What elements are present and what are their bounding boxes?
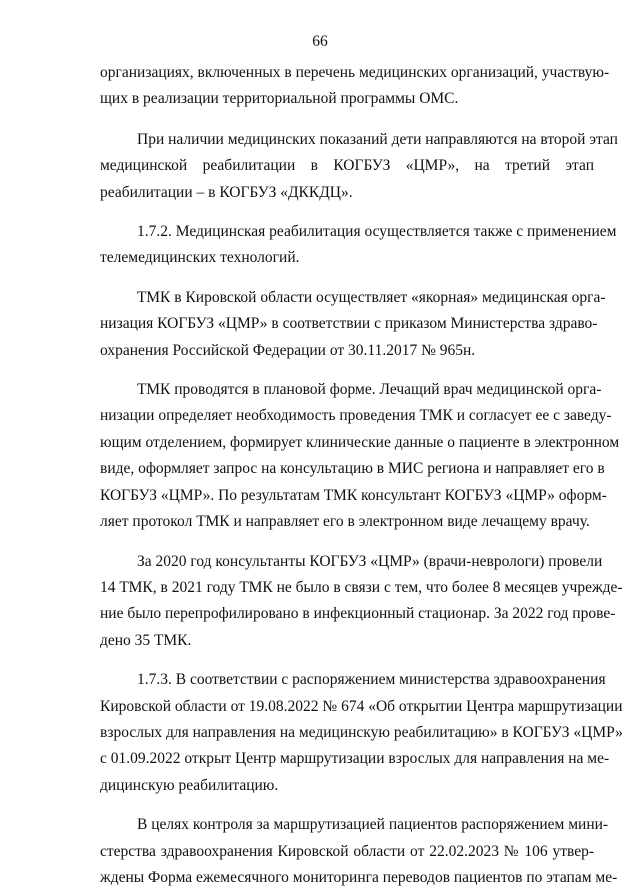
text-line: стерства здравоохранения Кировской области от 22.02.2023 № 106 утвер- <box>100 842 594 860</box>
paragraph <box>100 812 618 891</box>
text-line: ждены Форма ежемесячного мониторинга переводов пациентов по этапам ме- <box>100 868 618 886</box>
text-line: КОГБУЗ «ЦМР». По результатам ТМК консультант КОГБУЗ «ЦМР» оформ- <box>100 486 607 504</box>
text-line: низации определяет необходимость проведения ТМК и согласует ее с заведу- <box>100 407 612 425</box>
text-line: В целях контроля за маршрутизацией пациентов распоряжением мини- <box>137 816 609 834</box>
text-line: 1.7.2. Медицинская реабилитация осуществляется также с применением <box>137 223 617 241</box>
text-line: 14 ТМК, в 2021 году ТМК не было в связи с тем, что более 8 месяцев учрежде- <box>100 578 623 596</box>
text-line: ние было перепрофилировано в инфекционный стационар. За 2022 год прове- <box>100 605 616 623</box>
text-line: взрослых для направления на медицинскую реабилитацию» в КОГБУЗ «ЦМР» <box>100 723 623 741</box>
text-line: охранения Российской Федерации от 30.11.2017 № 965н. <box>100 341 476 359</box>
paragraph <box>100 285 606 364</box>
paragraph <box>100 60 610 113</box>
text-line: дицинскую реабилитацию. <box>100 776 279 794</box>
text-line: низация КОГБУЗ «ЦМР» в соответствии с приказом Министерства здраво- <box>100 315 598 333</box>
text-line: организациях, включенных в перечень медицинских организаций, участвую- <box>100 64 610 81</box>
text-line: 1.7.3. В соответствии с распоряжением министерства здравоохранения <box>137 671 606 689</box>
text-line: с 01.09.2022 открыт Центр маршрутизации взрослых для направления на ме- <box>100 750 610 768</box>
text-line: виде, оформляет запрос на консультацию в МИС региона и направляет его в <box>100 460 605 478</box>
text-line: За 2020 год консультанты КОГБУЗ «ЦМР» (врачи-неврологи) провели <box>137 552 603 570</box>
text-line: щих в реализации территориальной программы ОМС. <box>100 90 459 108</box>
paragraph <box>100 127 618 206</box>
text-line: реабилитации – в КОГБУЗ «ДККДЦ». <box>100 183 353 201</box>
text-line: медицинской реабилитации в КОГБУЗ «ЦМР», на третий этап <box>100 157 594 175</box>
document-body <box>100 60 623 891</box>
paragraph <box>100 667 623 799</box>
text-line: телемедицинских технологий. <box>100 249 300 267</box>
text-line: дено 35 ТМК. <box>100 631 192 649</box>
text-line: ТМК в Кировской области осуществляет «якорная» медицинская орга- <box>137 288 606 306</box>
paragraph <box>100 219 617 272</box>
text-line: Кировской области от 19.08.2022 № 674 «Об открытии Центра маршрутизации <box>100 697 623 715</box>
paragraph <box>100 377 620 535</box>
text-line: ТМК проводятся в плановой форме. Лечащий врач медицинской орга- <box>137 381 602 399</box>
text-line: ющим отделением, формирует клинические данные о пациенте в электронном <box>100 433 620 451</box>
text-line: При наличии медицинских показаний дети направляются на второй этап <box>137 130 618 148</box>
paragraph <box>100 549 623 655</box>
page-number: 66 <box>312 33 328 50</box>
text-line: ляет протокол ТМК и направляет его в электронном виде лечащему врачу. <box>100 513 590 531</box>
